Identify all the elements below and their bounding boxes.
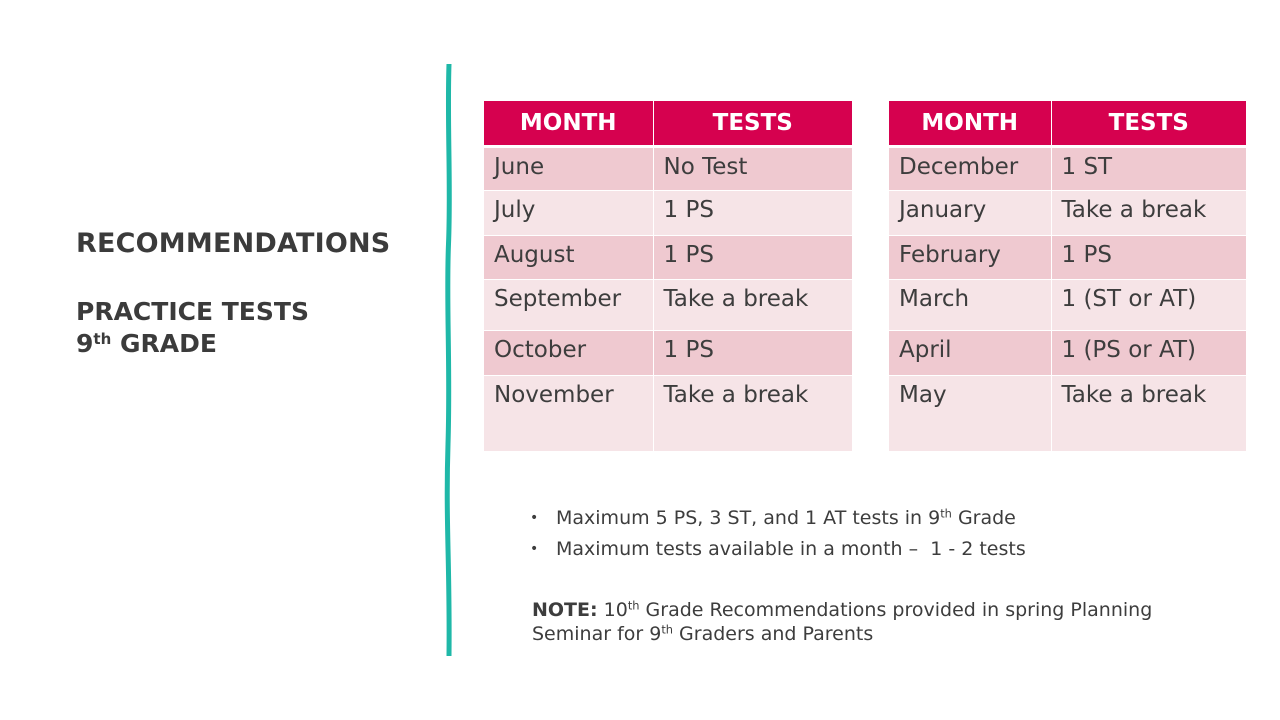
bullet-list	[530, 505, 1026, 567]
grade-number: 9	[76, 329, 94, 358]
month-cell: November	[484, 376, 653, 452]
tests-cell: 1 ST	[1051, 147, 1246, 191]
tests-cell: 1 (ST or AT)	[1051, 280, 1246, 331]
bullet-text-end: Grade	[951, 507, 1016, 529]
tests-cell: 1 PS	[653, 191, 852, 236]
table-row	[484, 191, 852, 236]
table-row	[889, 236, 1246, 280]
vertical-divider	[444, 64, 454, 656]
tests-cell: 1 PS	[653, 236, 852, 280]
header-tests: TESTS	[653, 101, 852, 147]
tests-cell: Take a break	[1051, 376, 1246, 452]
table-row	[889, 376, 1246, 452]
month-cell: December	[889, 147, 1051, 191]
month-cell: September	[484, 280, 653, 331]
note-paragraph	[532, 598, 1232, 646]
note-superscript: th	[661, 622, 674, 637]
table-row	[484, 147, 852, 191]
tests-cell: Take a break	[653, 280, 852, 331]
note-text: Graders and Parents	[673, 623, 874, 645]
tests-cell: 1 PS	[653, 331, 852, 376]
note-superscript: th	[627, 598, 640, 613]
table-header-row	[484, 101, 852, 147]
subtitle-line2	[76, 328, 309, 360]
note-label: NOTE:	[532, 599, 598, 621]
tests-cell: 1 (PS or AT)	[1051, 331, 1246, 376]
table-row	[889, 147, 1246, 191]
table-row	[484, 280, 852, 331]
month-cell: January	[889, 191, 1051, 236]
tests-cell: Take a break	[1051, 191, 1246, 236]
schedule-table-right	[889, 101, 1246, 452]
grade-superscript: th	[93, 329, 112, 348]
slide-title: RECOMMENDATIONS	[76, 228, 391, 259]
month-cell: August	[484, 236, 653, 280]
table-header-row	[889, 101, 1246, 147]
note-text: Grade Recommendations provided in spring Planning Seminar for 9	[532, 599, 1159, 645]
schedule-table-left	[484, 101, 852, 452]
header-tests: TESTS	[1051, 101, 1246, 147]
month-cell: February	[889, 236, 1051, 280]
bullet-icon: •	[530, 541, 539, 557]
table-row	[889, 191, 1246, 236]
month-cell: May	[889, 376, 1051, 452]
subtitle-line1: PRACTICE TESTS	[76, 297, 309, 326]
header-month: MONTH	[889, 101, 1051, 147]
tests-cell: No Test	[653, 147, 852, 191]
note-text: 10	[597, 599, 628, 621]
month-cell: October	[484, 331, 653, 376]
grade-word: GRADE	[111, 329, 217, 358]
header-month: MONTH	[484, 101, 653, 147]
list-item	[530, 536, 1026, 567]
table-row	[889, 280, 1246, 331]
bullet-superscript: th	[940, 506, 952, 521]
month-cell: March	[889, 280, 1051, 331]
list-item	[530, 505, 1026, 536]
month-cell: July	[484, 191, 653, 236]
slide-subtitle	[76, 296, 309, 360]
table-row	[484, 331, 852, 376]
bullet-text: Maximum 5 PS, 3 ST, and 1 AT tests in 9	[556, 507, 941, 529]
table-row	[484, 376, 852, 452]
table-row	[484, 236, 852, 280]
month-cell: June	[484, 147, 653, 191]
tests-cell: 1 PS	[1051, 236, 1246, 280]
bullet-text: Maximum tests available in a month – 1 - 2 tests	[556, 538, 1026, 560]
month-cell: April	[889, 331, 1051, 376]
bullet-icon: •	[530, 510, 539, 526]
table-row	[889, 331, 1246, 376]
tests-cell: Take a break	[653, 376, 852, 452]
